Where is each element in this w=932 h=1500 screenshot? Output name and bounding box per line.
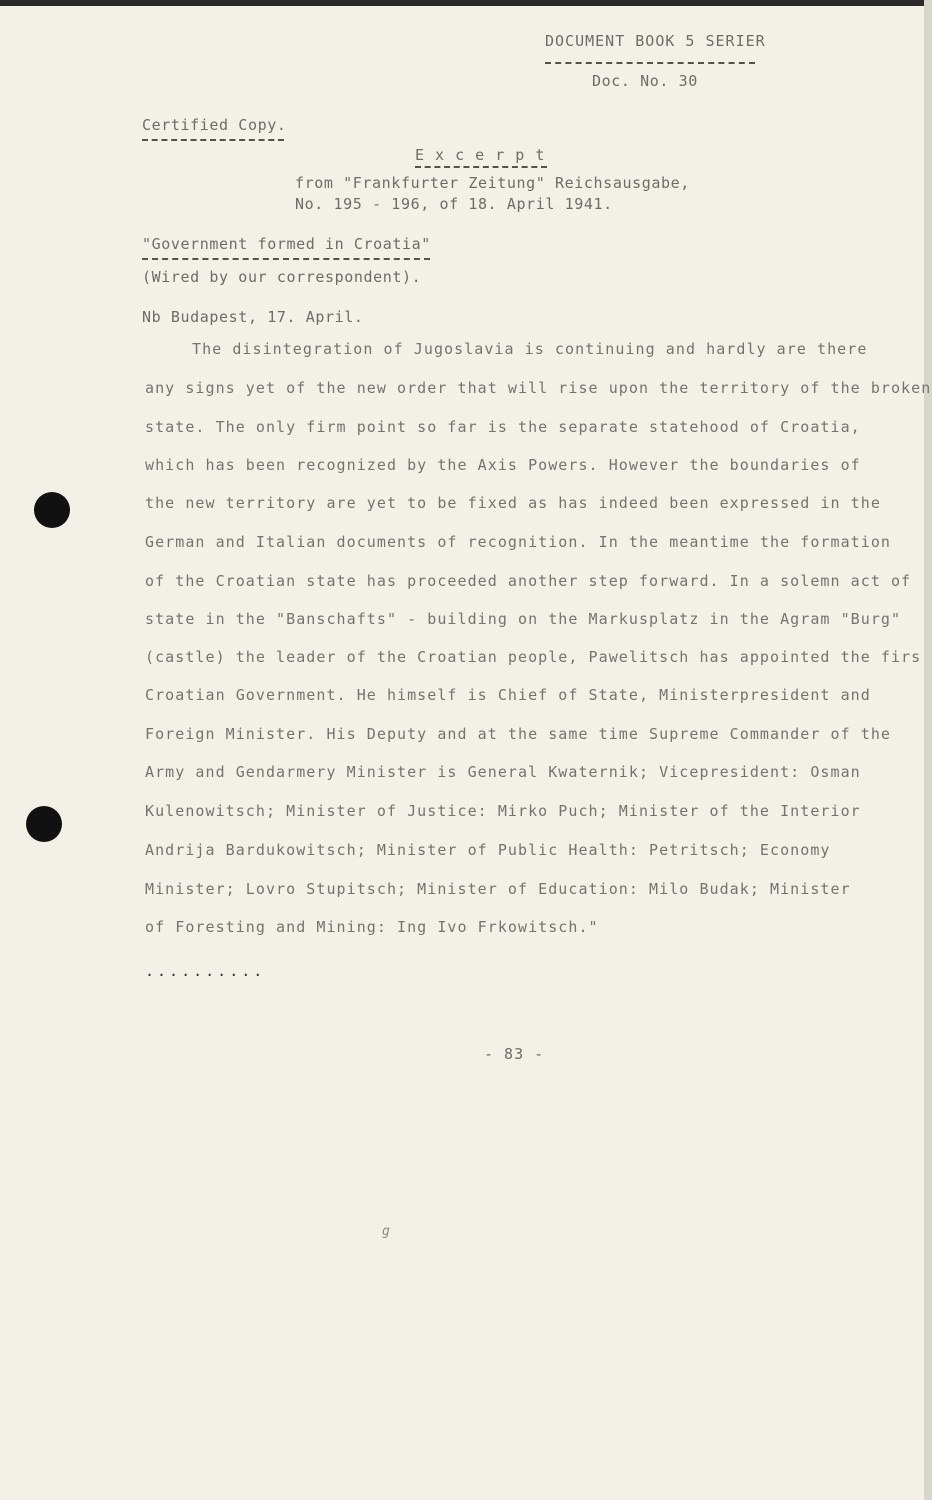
body-line: of the Croatian state has proceeded another step forward. In a solemn act of (145, 572, 912, 590)
body-line: Croatian Government. He himself is Chief of State, Ministerpresident and (145, 686, 871, 704)
body-line: The disintegration of Jugoslavia is continuing and hardly are there (192, 340, 868, 358)
body-line: Andrija Bardukowitsch; Minister of Public Health: Petritsch; Economy (145, 841, 831, 859)
body-line: (castle) the leader of the Croatian people, Pawelitsch has appointed the firs (145, 648, 922, 666)
stray-mark: g (382, 1224, 391, 1239)
scan-top-edge (0, 0, 932, 6)
certified-copy-label: Certified Copy. (142, 116, 287, 134)
source-line-2: No. 195 - 196, of 18. April 1941. (295, 195, 613, 213)
headline-underline (142, 258, 430, 260)
excerpt-underline (415, 166, 547, 168)
body-line: the new territory are yet to be fixed as has indeed been expressed in the (145, 494, 881, 512)
certified-underline (142, 139, 284, 141)
document-book-label: DOCUMENT BOOK 5 SERIER (545, 32, 766, 50)
ellipsis-marker: .......... (145, 962, 266, 980)
byline: (Wired by our correspondent). (142, 268, 422, 286)
body-line: Minister; Lovro Stupitsch; Minister of Education: Milo Budak; Minister (145, 880, 851, 898)
body-line: German and Italian documents of recognition. In the meantime the formation (145, 533, 891, 551)
doc-number: Doc. No. 30 (592, 72, 698, 90)
body-line: of Foresting and Mining: Ing Ivo Frkowitsch." (145, 918, 599, 936)
source-line-1: from "Frankfurter Zeitung" Reichsausgabe, (295, 174, 690, 192)
page-number: - 83 - (484, 1045, 545, 1063)
body-line: which has been recognized by the Axis Powers. However the boundaries of (145, 456, 861, 474)
scan-right-edge (924, 0, 932, 1500)
header-underline (545, 62, 755, 64)
body-line: Foreign Minister. His Deputy and at the same time Supreme Commander of the (145, 725, 891, 743)
body-line: Kulenowitsch; Minister of Justice: Mirko Puch; Minister of the Interior (145, 802, 861, 820)
dateline: Nb Budapest, 17. April. (142, 308, 364, 326)
punch-hole-top (34, 492, 70, 528)
article-headline: "Government formed in Croatia" (142, 235, 431, 253)
excerpt-title: E x c e r p t (415, 146, 546, 164)
body-line: state. The only firm point so far is the separate statehood of Croatia, (145, 418, 861, 436)
body-line: state in the "Banschafts" - building on the Markusplatz in the Agram "Burg" (145, 610, 902, 628)
punch-hole-bottom (26, 806, 62, 842)
body-line: Army and Gendarmery Minister is General Kwaternik; Vicepresident: Osman (145, 763, 861, 781)
body-line: any signs yet of the new order that will rise upon the territory of the broken (145, 379, 932, 397)
